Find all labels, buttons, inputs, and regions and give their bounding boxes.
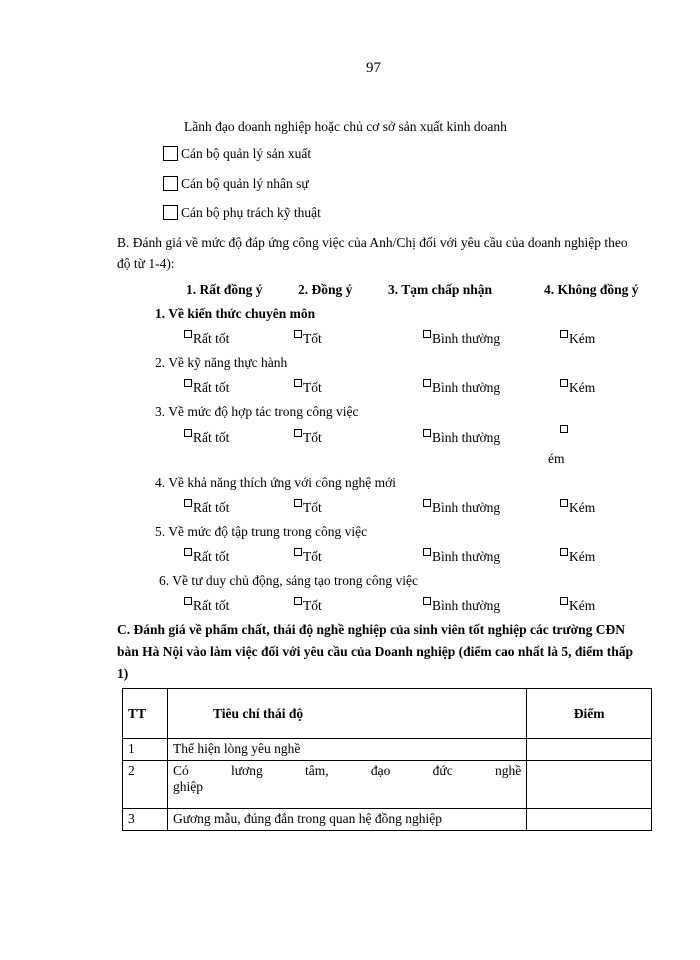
checkbox[interactable]: [423, 429, 431, 437]
option-tot[interactable]: Tốt: [294, 548, 322, 565]
option-tot[interactable]: Tốt: [294, 330, 322, 347]
table-row: [123, 739, 652, 761]
role-option[interactable]: Cán bộ quản lý nhân sự: [163, 176, 309, 192]
question-1: 1. Về kiến thức chuyên môn: [155, 306, 316, 321]
score-cell[interactable]: [527, 761, 652, 809]
checkbox[interactable]: [184, 429, 192, 437]
checkbox[interactable]: [423, 597, 431, 605]
scale-2: 2. Đồng ý: [298, 282, 353, 297]
scale-4: 4. Không đồng ý: [544, 282, 639, 297]
option-kem-checkbox[interactable]: [560, 425, 569, 442]
row-criterion-line2: ghiệp: [172, 779, 203, 794]
question-4: 4. Về khả năng thích ứng với công nghệ mới: [155, 475, 397, 490]
section-c-line3: 1): [117, 666, 129, 681]
checkbox[interactable]: [184, 330, 192, 338]
option-kem[interactable]: Kém: [560, 379, 595, 396]
checkbox[interactable]: [184, 379, 192, 387]
header-score: Điểm: [527, 689, 652, 739]
checkbox[interactable]: [423, 330, 431, 338]
question-3: 3. Về mức độ hợp tác trong công việc: [155, 404, 359, 419]
checkbox[interactable]: [560, 499, 568, 507]
option-binh-thuong[interactable]: Bình thường: [423, 499, 500, 516]
role-option[interactable]: Cán bộ quản lý sản xuất: [163, 146, 311, 162]
checkbox[interactable]: [294, 597, 302, 605]
checkbox[interactable]: [560, 597, 568, 605]
checkbox[interactable]: [294, 330, 302, 338]
checkbox[interactable]: [560, 330, 568, 338]
question-6: 6. Về tư duy chủ động, sáng tạo trong công việc: [159, 573, 419, 588]
option-rat-tot[interactable]: Rất tốt: [184, 429, 229, 446]
checkbox[interactable]: [423, 499, 431, 507]
option-kem[interactable]: Kém: [560, 548, 595, 565]
row-criterion: Thể hiện lòng yêu nghề: [167, 739, 526, 761]
section-c-line1: C. Đánh giá về phẩm chất, thái độ nghề nghiệp của sinh viên tốt nghiệp các trường CĐN: [117, 622, 626, 637]
option-tot[interactable]: Tốt: [294, 429, 322, 446]
section-b-line2: độ từ 1-4):: [117, 256, 175, 271]
checkbox[interactable]: [294, 429, 302, 437]
option-binh-thuong[interactable]: Bình thường: [423, 597, 500, 614]
question-2: 2. Về kỹ năng thực hành: [155, 355, 288, 370]
option-kem[interactable]: Kém: [560, 330, 595, 347]
question-5: 5. Về mức độ tập trung trong công việc: [155, 524, 368, 539]
page-number: 97: [366, 60, 381, 76]
checkbox[interactable]: [560, 379, 568, 387]
checkbox[interactable]: [294, 548, 302, 556]
checkbox[interactable]: [560, 425, 568, 433]
row-criterion: Gương mẫu, đúng đắn trong quan hệ đồng nghiệp: [167, 809, 526, 831]
option-binh-thuong[interactable]: Bình thường: [423, 379, 500, 396]
section-c-line2: bàn Hà Nội vào làm việc đối với yêu cầu của Doanh nghiệp (điểm cao nhất là 5, điểm thấp: [117, 644, 634, 659]
option-rat-tot[interactable]: Rất tốt: [184, 379, 229, 396]
checkbox[interactable]: [184, 548, 192, 556]
section-b-line1: B. Đánh giá về mức độ đáp ứng công việc của Anh/Chị đối với yêu cầu của doanh nghiệp theo: [117, 235, 628, 250]
option-rat-tot[interactable]: Rất tốt: [184, 499, 229, 516]
checkbox[interactable]: [294, 379, 302, 387]
checkbox[interactable]: [423, 548, 431, 556]
option-tot[interactable]: Tốt: [294, 499, 322, 516]
table-row: [123, 761, 652, 809]
roles-heading: Lãnh đạo doanh nghiệp hoặc chủ cơ sở sản xuất kinh doanh: [184, 119, 507, 134]
score-cell[interactable]: [527, 809, 652, 831]
checkbox[interactable]: [163, 176, 178, 191]
scale-3: 3. Tạm chấp nhận: [388, 282, 493, 297]
scale-1: 1. Rất đồng ý: [186, 282, 263, 297]
checkbox[interactable]: [163, 146, 178, 161]
option-kem[interactable]: Kém: [560, 499, 595, 516]
row-tt: 1: [123, 739, 168, 761]
header-criterion: Tiêu chí thái độ: [167, 689, 526, 739]
checkbox[interactable]: [294, 499, 302, 507]
checkbox[interactable]: [163, 205, 178, 220]
option-rat-tot[interactable]: Rất tốt: [184, 597, 229, 614]
checkbox[interactable]: [184, 499, 192, 507]
header-tt: TT: [123, 689, 168, 739]
option-rat-tot[interactable]: Rất tốt: [184, 548, 229, 565]
option-kem-fragment: ém: [548, 451, 565, 466]
table-row: [123, 809, 652, 831]
row-tt: 3: [123, 809, 168, 831]
score-cell[interactable]: [527, 739, 652, 761]
option-tot[interactable]: Tốt: [294, 597, 322, 614]
criteria-table: [122, 688, 652, 831]
checkbox[interactable]: [423, 379, 431, 387]
row-tt: 2: [123, 761, 168, 809]
checkbox[interactable]: [184, 597, 192, 605]
option-binh-thuong[interactable]: Bình thường: [423, 548, 500, 565]
row-criterion: Có lương tâm, đạo đức nghề: [172, 763, 522, 778]
option-tot[interactable]: Tốt: [294, 379, 322, 396]
option-binh-thuong[interactable]: Bình thường: [423, 429, 500, 446]
row-criterion-cell: [167, 761, 526, 809]
option-rat-tot[interactable]: Rất tốt: [184, 330, 229, 347]
option-kem[interactable]: Kém: [560, 597, 595, 614]
option-binh-thuong[interactable]: Bình thường: [423, 330, 500, 347]
checkbox[interactable]: [560, 548, 568, 556]
role-option[interactable]: Cán bộ phụ trách kỹ thuật: [163, 205, 321, 221]
